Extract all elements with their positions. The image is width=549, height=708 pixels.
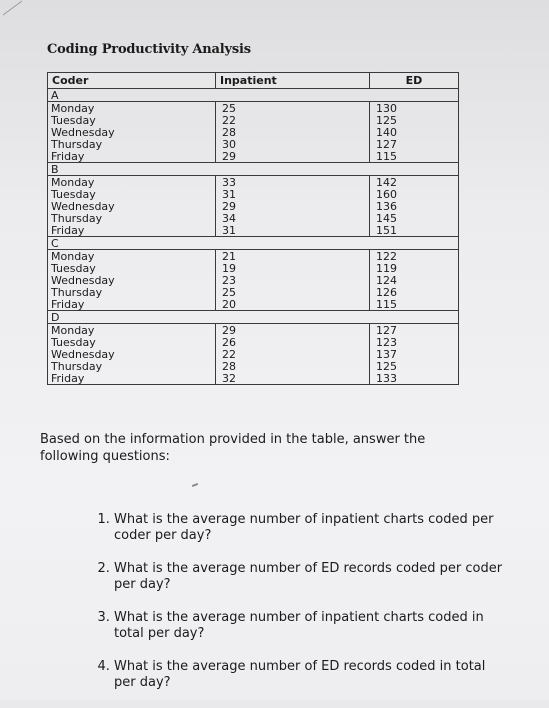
empty-cell (370, 89, 459, 102)
day-cell: Friday (48, 298, 216, 311)
inpatient-cell: 19 (216, 262, 370, 274)
day-cell: Tuesday (48, 262, 216, 274)
coder-group-row (48, 311, 459, 324)
ed-cell: 127 (370, 138, 459, 150)
ed-cell: 151 (370, 224, 459, 237)
question-item: 1. What is the average number of inpatient charts coded per coder per day? (114, 512, 504, 544)
day-cell: Tuesday (48, 114, 216, 126)
ed-cell: 119 (370, 262, 459, 274)
header-coder: Coder (48, 73, 216, 89)
table-row (48, 176, 459, 189)
table-row (48, 200, 459, 212)
inpatient-cell: 22 (216, 114, 370, 126)
inpatient-cell: 20 (216, 298, 370, 311)
table-row (48, 372, 459, 385)
empty-cell (370, 237, 459, 250)
header-row (48, 73, 459, 89)
table-row (48, 298, 459, 311)
inpatient-cell: 29 (216, 200, 370, 212)
table-row (48, 188, 459, 200)
ed-cell: 122 (370, 250, 459, 263)
inpatient-cell: 25 (216, 286, 370, 298)
inpatient-cell: 28 (216, 360, 370, 372)
table-row (48, 286, 459, 298)
inpatient-cell: 25 (216, 102, 370, 115)
ed-cell: 136 (370, 200, 459, 212)
inpatient-cell: 32 (216, 372, 370, 385)
ed-cell: 115 (370, 298, 459, 311)
inpatient-cell: 21 (216, 250, 370, 263)
stray-pen-mark (192, 483, 198, 487)
table-row (48, 114, 459, 126)
empty-cell (216, 89, 370, 102)
table-row (48, 274, 459, 286)
day-cell: Tuesday (48, 336, 216, 348)
day-cell: Wednesday (48, 200, 216, 212)
ed-cell: 145 (370, 212, 459, 224)
day-cell: Monday (48, 102, 216, 115)
table-row (48, 212, 459, 224)
inpatient-cell: 33 (216, 176, 370, 189)
table-row (48, 262, 459, 274)
day-cell: Thursday (48, 138, 216, 150)
empty-cell (370, 163, 459, 176)
ed-cell: 142 (370, 176, 459, 189)
inpatient-cell: 31 (216, 188, 370, 200)
table-row (48, 250, 459, 263)
day-cell: Friday (48, 372, 216, 385)
header-inpatient: Inpatient (216, 73, 370, 89)
table-row (48, 150, 459, 163)
question-item: 2. What is the average number of ED records coded per coder per day? (114, 561, 504, 593)
ed-cell: 123 (370, 336, 459, 348)
day-cell: Thursday (48, 286, 216, 298)
ed-cell: 133 (370, 372, 459, 385)
table-row (48, 336, 459, 348)
inpatient-cell: 29 (216, 324, 370, 337)
empty-cell (216, 311, 370, 324)
table-row (48, 102, 459, 115)
table-row (48, 126, 459, 138)
coder-group-row (48, 163, 459, 176)
ed-cell: 125 (370, 360, 459, 372)
empty-cell (216, 237, 370, 250)
inpatient-cell: 22 (216, 348, 370, 360)
coder-label: B (48, 163, 216, 176)
table-row (48, 348, 459, 360)
day-cell: Thursday (48, 212, 216, 224)
header-ed: ED (370, 73, 459, 89)
inpatient-cell: 26 (216, 336, 370, 348)
ed-cell: 125 (370, 114, 459, 126)
question-item: 4. What is the average number of ED records coded in total per day? (114, 659, 504, 691)
ed-cell: 140 (370, 126, 459, 138)
inpatient-cell: 29 (216, 150, 370, 163)
pen-stroke-mark (2, 0, 24, 16)
inpatient-cell: 34 (216, 212, 370, 224)
productivity-table (47, 72, 459, 385)
day-cell: Wednesday (48, 274, 216, 286)
inpatient-cell: 23 (216, 274, 370, 286)
table-row (48, 224, 459, 237)
ed-cell: 137 (370, 348, 459, 360)
question-item: 3. What is the average number of inpatient charts coded in total per day? (114, 610, 504, 642)
coder-group-row (48, 237, 459, 250)
coder-label: C (48, 237, 216, 250)
table-header (48, 73, 459, 89)
day-cell: Tuesday (48, 188, 216, 200)
inpatient-cell: 28 (216, 126, 370, 138)
inpatient-cell: 30 (216, 138, 370, 150)
empty-cell (370, 311, 459, 324)
coder-group-row (48, 89, 459, 102)
day-cell: Wednesday (48, 126, 216, 138)
ed-cell: 126 (370, 286, 459, 298)
day-cell: Monday (48, 324, 216, 337)
table-body (48, 89, 459, 385)
table-row (48, 360, 459, 372)
day-cell: Wednesday (48, 348, 216, 360)
ed-cell: 127 (370, 324, 459, 337)
day-cell: Thursday (48, 360, 216, 372)
document-title: Coding Productivity Analysis (47, 42, 251, 57)
day-cell: Monday (48, 250, 216, 263)
empty-cell (216, 163, 370, 176)
coder-label: D (48, 311, 216, 324)
day-cell: Monday (48, 176, 216, 189)
coder-label: A (48, 89, 216, 102)
table-row (48, 138, 459, 150)
ed-cell: 160 (370, 188, 459, 200)
day-cell: Friday (48, 224, 216, 237)
ed-cell: 124 (370, 274, 459, 286)
ed-cell: 115 (370, 150, 459, 163)
table-row (48, 324, 459, 337)
ed-cell: 130 (370, 102, 459, 115)
question-list (96, 512, 504, 708)
inpatient-cell: 31 (216, 224, 370, 237)
day-cell: Friday (48, 150, 216, 163)
instructions-text: Based on the information provided in the table, answer the following questions: (40, 432, 426, 464)
